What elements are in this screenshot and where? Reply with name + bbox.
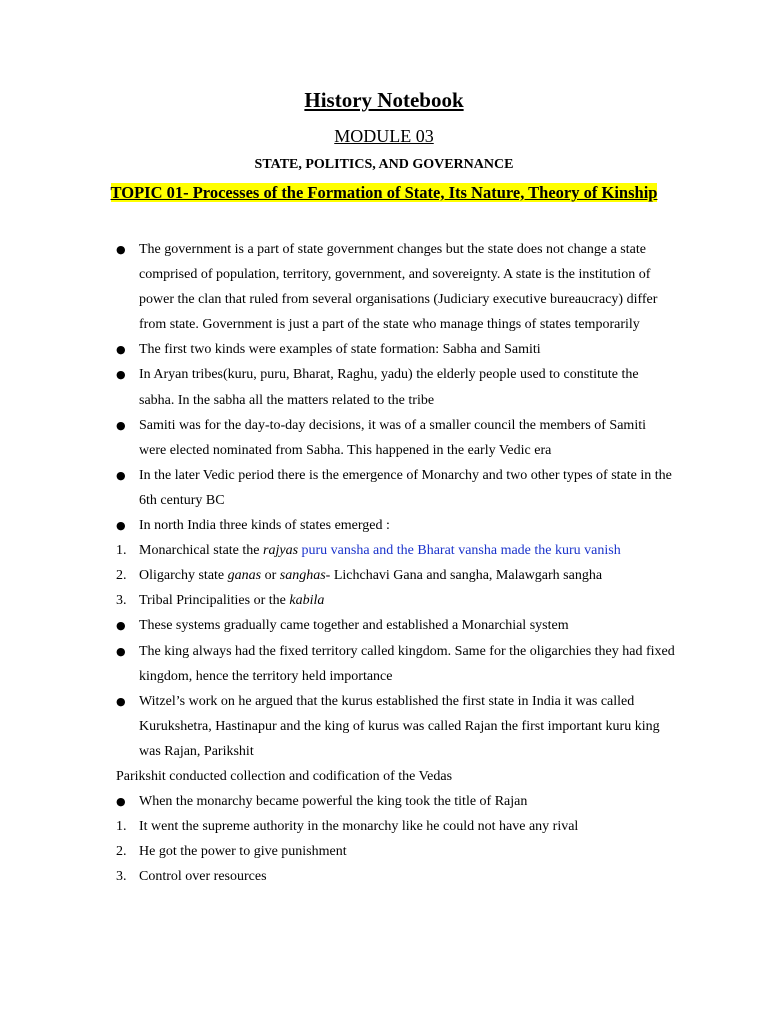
item-text: Oligarchy state — [139, 568, 228, 584]
notebook-title: History Notebook — [304, 88, 464, 112]
bullet-item — [116, 789, 676, 814]
bullet-text: These systems gradually came together and established a Monarchial system — [139, 618, 569, 634]
bullet-icon: ● — [116, 644, 126, 658]
numbered-item — [116, 814, 676, 839]
bullet-icon: ● — [116, 418, 126, 432]
item-italic-term: rajyas — [263, 543, 299, 559]
numbered-item — [116, 864, 676, 889]
bullet-text: The king always had the fixed territory called kingdom. Same for the oligarchies they had fixed kingdom, hence the territory held importance — [139, 643, 675, 684]
bullet-item — [116, 689, 676, 764]
bullet-icon: ● — [116, 619, 126, 633]
numbered-item — [116, 538, 676, 563]
bullet-text: When the monarchy became powerful the king took the title of Rajan — [139, 794, 528, 810]
bullet-text: Witzel’s work on he argued that the kurus established the first state in India it was called Kurukshetra, Hastinapur and the king of kurus was called Rajan the first important kuru king was Rajan, Parikshit — [139, 693, 660, 759]
bullet-icon: ● — [116, 694, 126, 708]
item-italic-term: ganas — [227, 568, 262, 584]
item-text: Lichchavi Gana and sangha, Malawgarh sangha — [330, 568, 603, 584]
bullet-text: In north India three kinds of states emerged : — [139, 518, 390, 534]
item-number: 1. — [116, 819, 127, 835]
item-text: Control over resources — [139, 869, 267, 885]
bullet-item — [116, 362, 676, 412]
item-number: 3. — [116, 593, 127, 609]
bullet-item — [116, 413, 676, 463]
bullet-icon: ● — [116, 368, 126, 382]
item-number: 3. — [116, 869, 127, 885]
bullet-icon: ● — [116, 243, 126, 256]
bullet-icon: ● — [116, 519, 126, 533]
numbered-item — [116, 588, 676, 613]
item-number: 1. — [116, 543, 127, 559]
item-number: 2. — [116, 844, 127, 860]
item-italic-term: kabila — [289, 593, 325, 609]
bullet-icon: ● — [116, 795, 126, 809]
topic-highlight: TOPIC 01- Processes of the Formation of State, Its Nature, Theory of Kinship — [110, 183, 658, 202]
bullet-item — [116, 337, 676, 362]
bullet-text: The government is a part of state government changes but the state does not change a state comprised of population, territory, government, and sovereignty. A state is the institution of power the clan that ruled from several organisations (Judiciary executive bureaucracy) differ from state. Government is just a part of the state who manage things of states temporarily — [139, 242, 658, 333]
bullet-item — [116, 613, 676, 638]
bullet-text: In the later Vedic period there is the emergence of Monarchy and two other types of state in the 6th century BC — [139, 467, 672, 508]
item-blue-text: puru vansha and the Bharat vansha made the kuru vanish — [298, 543, 621, 559]
bullet-item — [116, 639, 676, 689]
paragraph: Parikshit conducted collection and codification of the Vedas — [116, 768, 453, 784]
module-heading: MODULE 03 — [334, 126, 434, 146]
bullet-text: Samiti was for the day-to-day decisions, it was of a smaller council the members of Samiti were elected nominated from Sabha. This happened in the early Vedic era — [139, 417, 646, 458]
item-text: He got the power to give punishment — [139, 844, 347, 860]
numbered-item — [116, 839, 676, 864]
bullet-item — [116, 237, 676, 337]
topic-heading — [110, 178, 658, 207]
bullet-icon: ● — [116, 343, 126, 357]
item-text: It went the supreme authority in the monarchy like he could not have any rival — [139, 819, 579, 835]
section-subtitle: STATE, POLITICS, AND GOVERNANCE — [254, 157, 514, 172]
notes-content — [116, 237, 676, 889]
bullet-text: In Aryan tribes(kuru, puru, Bharat, Raghu, yadu) the elderly people used to constitute the sabha. In the sabha all the matters related to the tribe — [139, 367, 639, 408]
item-italic-term: sanghas- — [279, 568, 331, 584]
item-text: Tribal Principalities or the — [139, 593, 290, 609]
bullet-item — [116, 513, 676, 538]
numbered-item — [116, 563, 676, 588]
bullet-text: The first two kinds were examples of state formation: Sabha and Samiti — [139, 342, 541, 358]
item-text: or — [261, 568, 280, 584]
bullet-item — [116, 463, 676, 513]
item-text: Monarchical state the — [139, 543, 264, 559]
bullet-icon: ● — [116, 468, 126, 482]
item-number: 2. — [116, 568, 127, 584]
